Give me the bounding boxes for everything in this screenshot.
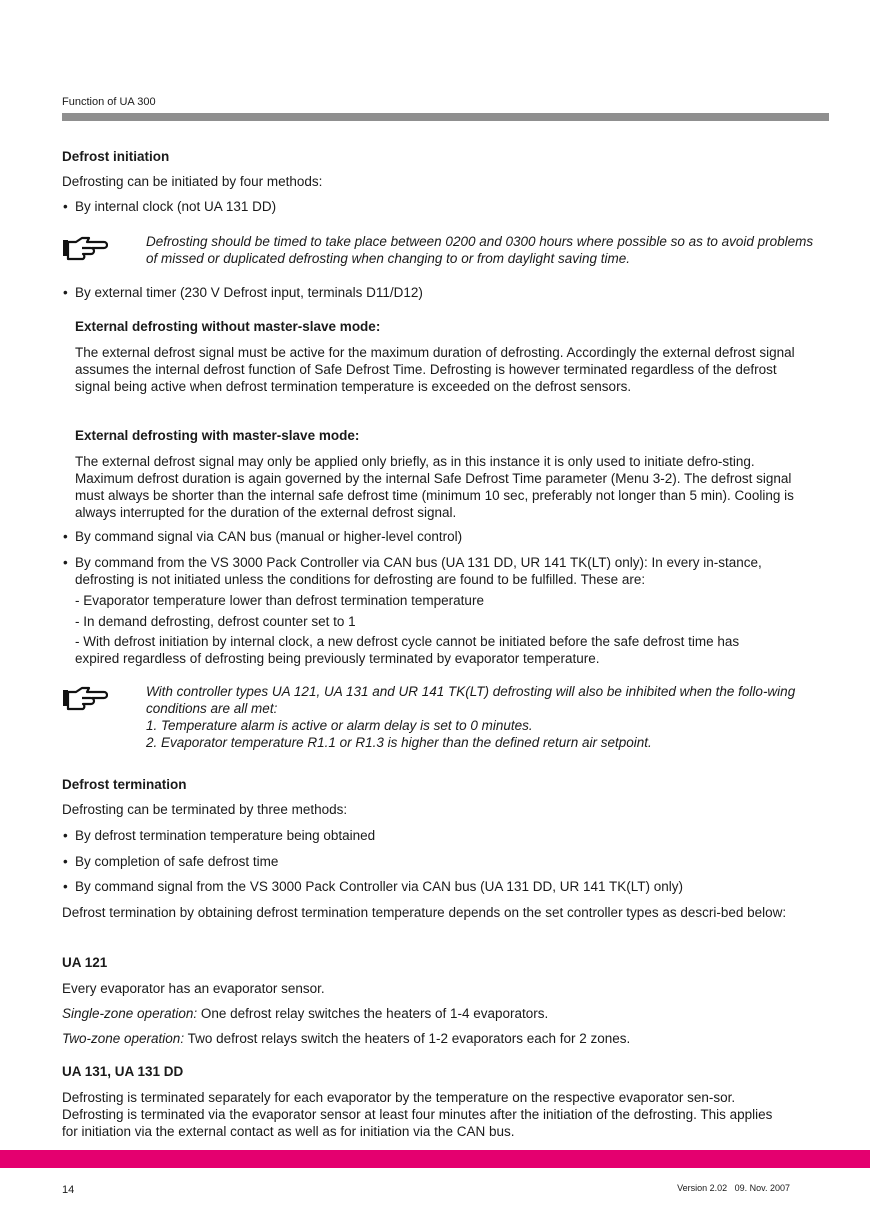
paragraph-with-master-slave: The external defrost signal may only be applied only briefly, as in this instance it is only used to initiate defro-sting. Maximum defrost duration is again governed by the internal Safe Defrost Time parameter (Menu 3-2). The defrost signal must always be shorter than the internal safe defrost time (minimum 10 sec, preferably not longer than 5 min). Cooling is always interrupted for the duration of the external defrost signal. bbox=[75, 454, 794, 520]
paragraph-intro: Defrosting can be terminated by three methods: bbox=[62, 802, 348, 817]
two-zone-text: Two defrost relays switch the heaters of 1-2 evaporators each for 2 zones. bbox=[184, 1031, 631, 1046]
subheading-with-master-slave: External defrosting with master-slave mode: bbox=[75, 428, 360, 443]
note-inhibit-conditions bbox=[146, 683, 826, 751]
paragraph-ua131: Defrosting is terminated separately for each evaporator by the temperature on the respective evaporator sen-sor. Defrosting is terminated via the evaporator sensor at least four minutes after the initiation of the defrosting. This applies for initiation via the external contact as well as for initiation via the CAN bus. bbox=[62, 1090, 773, 1139]
pointing-hand-icon bbox=[62, 685, 108, 711]
note-line: 2. Evaporator temperature R1.1 or R1.3 is higher than the defined return air setpoint. bbox=[146, 735, 652, 750]
bullet-item: • By command signal via CAN bus (manual or higher-level control) bbox=[63, 529, 463, 544]
paragraph-without-master-slave: The external defrost signal must be active for the maximum duration of defrosting. Accordingly the external defrost signal assumes the internal defrost function of Safe Defrost Time. Defrosting is however terminated regardless of the defrost signal being active when defrost termination temperature is exceeded on the defrost sensors. bbox=[75, 345, 795, 394]
section-heading-defrost-termination: Defrost termination bbox=[62, 777, 187, 792]
bullet-item: • By command from the VS 3000 Pack Controller via CAN bus (UA 131 DD, UR 141 TK(LT) only): In every in-stance, defrosting is not initiated unless the conditions for defrosting are found to be fulfilled. These are: bbox=[63, 555, 762, 587]
header-title: Function of UA 300 bbox=[62, 96, 156, 108]
paragraph-intro: Defrosting can be initiated by four methods: bbox=[62, 174, 323, 189]
header-divider bbox=[62, 113, 829, 121]
single-zone-text: One defrost relay switches the heaters of 1-4 evaporators. bbox=[197, 1006, 549, 1021]
two-zone-label: Two-zone operation: bbox=[62, 1031, 185, 1046]
subheading-without-master-slave: External defrosting without master-slave mode: bbox=[75, 319, 381, 334]
footer-bar bbox=[0, 1150, 870, 1168]
bullet-item: • By completion of safe defrost time bbox=[63, 854, 279, 869]
page-number: 14 bbox=[62, 1184, 75, 1196]
heading-ua121: UA 121 bbox=[62, 955, 108, 970]
bullet-text: By defrost termination temperature being obtained bbox=[75, 828, 376, 843]
bullet-item: • By external timer (230 V Defrost input, terminals D11/D12) bbox=[63, 285, 423, 300]
pointing-hand-icon bbox=[62, 235, 108, 261]
paragraph-termination: Defrost termination by obtaining defrost termination temperature depends on the set controller types as descri-bed below: bbox=[62, 905, 787, 920]
note-daylight-saving: Defrosting should be timed to take place between 0200 and 0300 hours where possible so as to avoid problems of missed or duplicated defrosting when changing to or from daylight saving time. bbox=[146, 234, 814, 266]
bullet-item: • By internal clock (not UA 131 DD) bbox=[63, 199, 277, 214]
paragraph-ua121: Every evaporator has an evaporator sensor. bbox=[62, 981, 325, 996]
single-zone-line bbox=[62, 1005, 548, 1022]
bullet-text: By completion of safe defrost time bbox=[75, 854, 279, 869]
note-line: 1. Temperature alarm is active or alarm delay is set to 0 minutes. bbox=[146, 718, 533, 733]
bullet-text: By command signal via CAN bus (manual or higher-level control) bbox=[75, 529, 463, 544]
bullet-text: By command signal from the VS 3000 Pack Controller via CAN bus (UA 131 DD, UR 141 TK(LT) only) bbox=[75, 879, 683, 894]
note-line: With controller types UA 121, UA 131 and UR 141 TK(LT) defrosting will also be inhibited when the follo-wing conditions are all met: bbox=[146, 684, 796, 716]
condition-item: - Evaporator temperature lower than defrost termination temperature bbox=[75, 593, 484, 608]
bullet-text: By external timer (230 V Defrost input, terminals D11/D12) bbox=[75, 285, 423, 300]
section-heading-defrost-initiation: Defrost initiation bbox=[62, 149, 170, 164]
heading-ua131: UA 131, UA 131 DD bbox=[62, 1064, 184, 1079]
condition-item: - In demand defrosting, defrost counter set to 1 bbox=[75, 614, 356, 629]
single-zone-label: Single-zone operation: bbox=[62, 1006, 198, 1021]
condition-item: - With defrost initiation by internal clock, a new defrost cycle cannot be initiated before the safe defrost time has expired regardless of defrosting being previously terminated by evaporator temperature. bbox=[75, 634, 740, 666]
bullet-item: • By command signal from the VS 3000 Pack Controller via CAN bus (UA 131 DD, UR 141 TK(LT) only) bbox=[63, 879, 683, 894]
bullet-item: • By defrost termination temperature being obtained bbox=[63, 828, 376, 843]
version-info: Version 2.02 09. Nov. 2007 bbox=[677, 1183, 790, 1193]
bullet-text: By command from the VS 3000 Pack Controller via CAN bus (UA 131 DD, UR 141 TK(LT) only): In every in-stance, defrosting is not initiated unless the conditions for defrosting are found to be fulfilled. These are: bbox=[75, 555, 762, 587]
two-zone-line bbox=[62, 1030, 630, 1047]
bullet-text: By internal clock (not UA 131 DD) bbox=[75, 199, 277, 214]
